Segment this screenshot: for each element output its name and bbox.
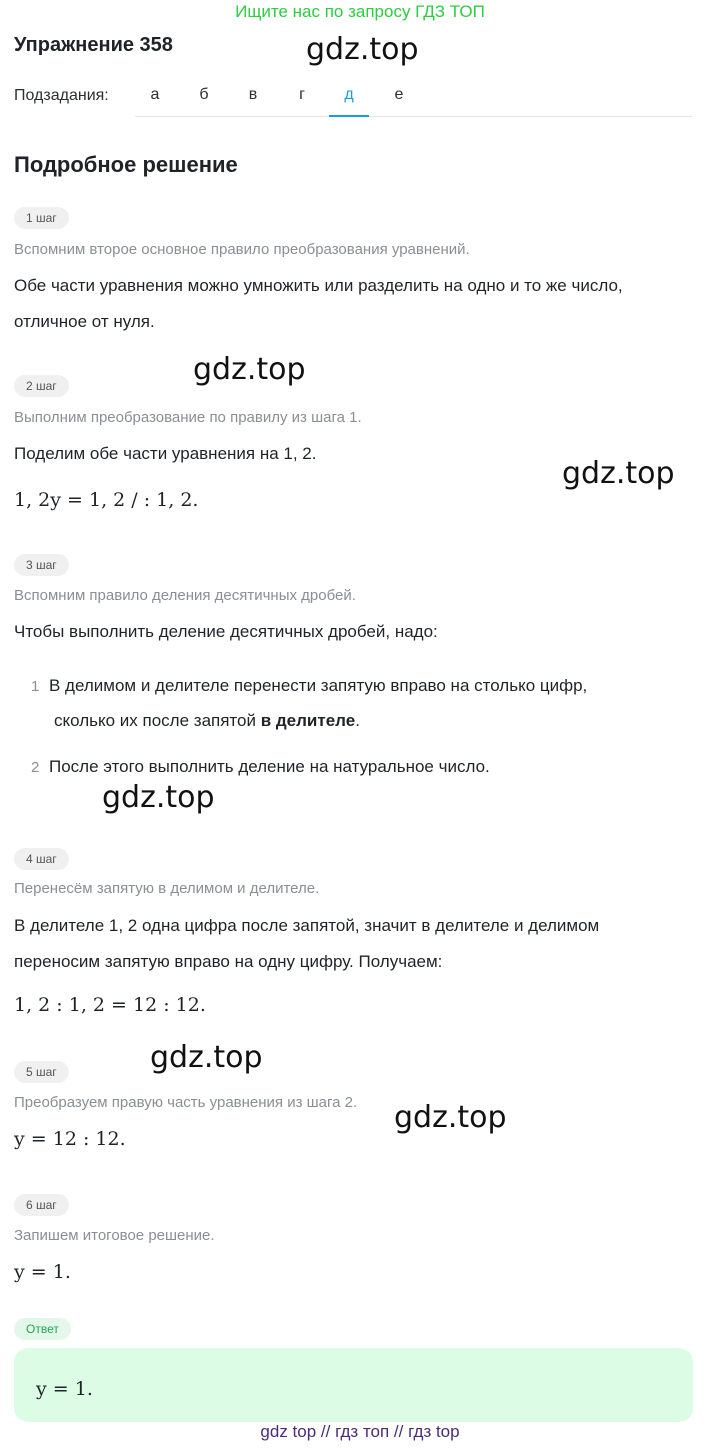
- step-text: В делителе 1, 2 одна цифра после запятой, значит в делителе и делимом: [14, 916, 600, 935]
- watermark: gdz.top: [102, 780, 215, 815]
- list-item-suffix: .: [355, 711, 360, 730]
- list-number: 2: [31, 759, 40, 776]
- tab-v[interactable]: в: [248, 86, 258, 103]
- step-hint: Запишем итоговое решение.: [14, 1227, 215, 1244]
- step-math: y = 12 : 12.: [14, 1128, 126, 1150]
- step-hint: Вспомним правило деления десятичных дробей.: [14, 587, 356, 604]
- watermark: gdz.top: [394, 1100, 507, 1135]
- tab-a[interactable]: а: [150, 86, 160, 103]
- answer-box: [14, 1348, 693, 1422]
- step-math: y = 1.: [14, 1261, 71, 1283]
- step-text: Поделим обе части уравнения на 1, 2.: [14, 444, 317, 463]
- subtasks-label: Подзадания:: [14, 87, 109, 104]
- watermark: gdz.top: [193, 352, 306, 387]
- tab-b[interactable]: б: [199, 86, 209, 103]
- watermark: gdz.top: [150, 1040, 263, 1075]
- list-item: [54, 703, 360, 739]
- tab-g[interactable]: г: [299, 86, 305, 103]
- step-badge: 4 шаг: [14, 848, 69, 870]
- watermark: gdz.top: [562, 456, 675, 491]
- answer-badge: Ответ: [14, 1318, 71, 1340]
- step-badge: 1 шаг: [14, 207, 69, 229]
- tab-d[interactable]: д: [329, 86, 369, 117]
- step-hint: Вспомним второе основное правило преобразования уравнений.: [14, 241, 470, 258]
- step-hint: Выполним преобразование по правилу из шага 1.: [14, 409, 362, 426]
- step-text: переносим запятую вправо на одну цифру. Получаем:: [14, 952, 443, 971]
- step-hint: Преобразуем правую часть уравнения из шага 2.: [14, 1094, 358, 1111]
- list-item: В делимом и делителе перенести запятую вправо на столько цифр,: [49, 676, 588, 695]
- step-badge: 5 шаг: [14, 1061, 69, 1083]
- list-item-text: сколько их после запятой: [54, 711, 261, 730]
- footer-links[interactable]: gdz top // гдз топ // гдз top: [260, 1422, 460, 1441]
- step-text: Обе части уравнения можно умножить или разделить на одно и то же число,: [14, 276, 623, 295]
- watermark: gdz.top: [306, 32, 419, 67]
- step-badge: 2 шаг: [14, 375, 69, 397]
- step-badge: 6 шаг: [14, 1194, 69, 1216]
- list-item: После этого выполнить деление на натуральное число.: [49, 757, 490, 776]
- tab-e[interactable]: е: [394, 86, 404, 103]
- step-math: 1, 2 : 1, 2 = 12 : 12.: [14, 994, 206, 1016]
- search-banner[interactable]: Ищите нас по запросу ГДЗ ТОП: [235, 2, 485, 21]
- step-text: Чтобы выполнить деление десятичных дробей, надо:: [14, 622, 438, 641]
- list-item-bold: в делителе: [260, 711, 356, 730]
- subtask-tabs: [135, 86, 692, 117]
- step-text: отличное от нуля.: [14, 312, 155, 331]
- section-title: Подробное решение: [14, 152, 238, 177]
- page-title: Упражнение 358: [14, 34, 173, 56]
- answer-math: y = 1.: [36, 1378, 93, 1400]
- list-number: 1: [31, 678, 40, 695]
- step-math: 1, 2y = 1, 2 / : 1, 2.: [14, 489, 199, 511]
- step-hint: Перенесём запятую в делимом и делителе.: [14, 880, 320, 897]
- step-badge: 3 шаг: [14, 554, 69, 576]
